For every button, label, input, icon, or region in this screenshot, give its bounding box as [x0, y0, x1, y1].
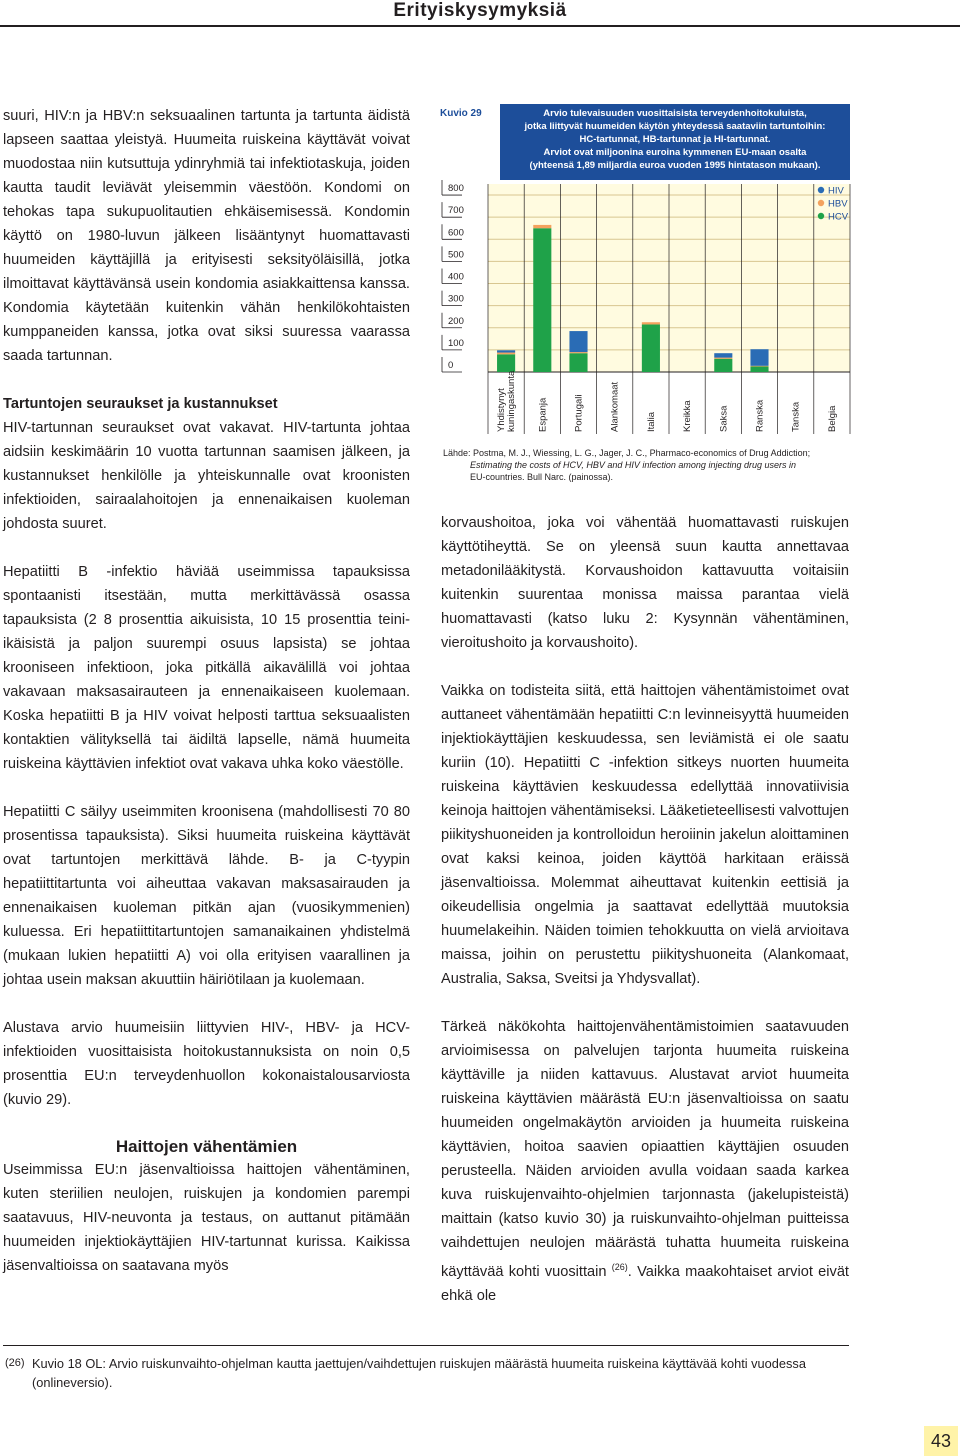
section-heading: Haittojen vähentämien: [115, 1137, 298, 1156]
x-category-label: Espanja: [537, 397, 549, 432]
x-category-label: Alankomaat: [609, 381, 621, 432]
x-category-label: Portugali: [573, 394, 585, 432]
x-category-label: Kreikka: [682, 400, 694, 432]
paragraph: Alustava arvio huumeisiin liittyvien HIV-, HBV- ja HCV-infektioiden vuosittaisista hoitokustannuksista on noin 0,5 prosenttia EU:n terveydenhuollon kokonaistalousarviosta (kuvio 29).: [3, 1020, 410, 1108]
footnote-rule: [3, 1345, 849, 1346]
running-header: Erityiskysymyksiä: [393, 0, 567, 21]
source-line: Postma, M. J., Wiessing, L. G., Jager, J. C., Pharmaco-economics of Drug Addiction;: [473, 448, 811, 458]
x-category-label: Yhdistynyt: [496, 388, 508, 432]
page-number: 43: [924, 1426, 958, 1456]
figure-title-line: Arviot ovat miljoonina euroina kymmenen EU-maan osalta: [543, 147, 807, 158]
x-category-label: Saksa: [718, 405, 730, 432]
footnote-text: Kuvio 18 OL: Arvio ruiskunvaihto-ohjelman kautta jaettujen/vaihdettujen ruiskujen määrästä huumeita ruiskeina käyttävää kohti vuodessa (onlineversio).: [32, 1356, 806, 1390]
paragraph: Vaikka on todisteita siitä, että haittojen vähentämistoimet ovat auttaneet vähentämään hepatiitti C:n levinneisyyttä huumeiden injektiokäyttäjien keskuudessa, sen leviämistä ei ole saatu kuriin (10). Hepatiitti C -infektion sitkeys nuorten huumeita ruiskeina käyttävien keskuudessa edellyttää innovatiivisia keinoja haittojen vähentämiseksi. Lääketieteellisesti valvottujen piikityshuoneiden ja kontrolloidun heroiinin jakelun aloittaminen ovat kaksi keinoa, joiden käyttöä harkitaan eräissä jäsenvaltioissa. Molemmat aiheuttavat kuitenkin eettisiä ja oikeudellisia ongelmia ja saattavat edellyttää muutoksia huumelakeihin. Näiden toimien tehokkuutta on vielä arvioitava maissa, joihin on perustettu piikityshuoneita (Alankomaat, Australia, Saksa, Sveitsi ja Yhdysvallat).: [441, 683, 849, 987]
y-tick-label: 600: [448, 227, 464, 239]
figure-source: [443, 447, 843, 483]
legend-label: HCV: [828, 211, 849, 223]
bar-hcv: [497, 354, 515, 372]
source-prefix: Lähde:: [443, 448, 471, 458]
bar-hiv: [714, 353, 732, 357]
paragraph: [441, 1015, 849, 1308]
bar-hiv: [497, 350, 515, 352]
paragraph: suuri, HIV:n ja HBV:n seksuaalinen tartunta ja tartunta äidistä lapseen saattaa yleistyä. Huumeita ruiskeina käyttävät voivat muodostaa niin kutsuttuja ydinryhmiä tai infektiotaskuja, joiden kautta taudit leviävät yleisemmin väestöön. Kondomi on tehokas tapa sukupuolitautien ehkäisemisessä. Kondomin käyttö on 1980-luvun jälkeen lisääntynyt huomattavasti huumeiden käyttäjillä ja erityisesti seksityöläisillä, jotka ilmoittavat käyttävänsä usein kondomia asiakkaittensa kanssa. Kondomia käytetään kuitenkin vähän henkilökohtaisten kumppaneiden kanssa, jotka ovat siksi suuressa vaarassa saada tartunnan.: [3, 108, 410, 364]
paragraph: Useimmissa EU:n jäsenvaltioissa haittojen vähentäminen, kuten steriilien neulojen, ruiskujen ja kondomien parempi saatavuus, HIV-neuvonta ja testaus, on auttanut pitämään huumeiden injektiokäyttäjien HIV-tartunnat kurissa. Kaikissa jäsenvaltioissa on saatavana myös: [3, 1162, 410, 1274]
figure-title-line: (yhteensä 1,89 miljardia euroa vuoden 1995 hintatason mukaan).: [529, 160, 821, 171]
header-rule: [0, 25, 960, 27]
legend-swatch-hiv: [818, 187, 824, 193]
paragraph-text: HIV-tartunnan seuraukset ovat vakavat. HIV-tartunta johtaa aidsiin keskimäärin 10 vuotta tartunnan saamisen jälkeen, ja kustannukset henkilölle ja yhteiskunnalle ovat kroonisten infektioiden, sairaalahoitojen ja ennenaikaisen kuoleman johdosta suuret.: [3, 420, 410, 532]
source-line: Estimating the costs of HCV, HBV and HIV infection among injecting drug users in: [470, 460, 796, 470]
x-category-label: Tanska: [790, 401, 802, 432]
paragraph-text: . Vaikka maakohtaiset arviot eivät ehkä ole: [441, 1263, 849, 1304]
source-line: EU-countries. Bull Narc. (painossa).: [470, 472, 614, 482]
x-category-label: kuningaskunta: [506, 370, 518, 432]
paragraph-text: Tärkeä näkökohta haittojenvähentämistoimien saatavuuden arvioimisessa on palvelujen tarjonta huumeita ruiskeina käyttäville ja niiden kattavuus. Alustavat arviot huumeita ruiskeina käyttävien määrästä EU:n jäsenvaltioissa on saatu huumeiden ongelmakäytön arvioiden ja huumeita ruiskeina käyttävien, hoitoa saavien opiaattien käyttäjien osuuden perusteella. Näiden arvioiden avulla voidaan saada karkea kuva ruiskujenvaihto-ohjelmien tarjonnasta (jakelupisteistä) maittain (katso kuvio 30) ja ruiskunvaihto-ohjelman puitteissa vaihdettujen neulojen määrästä tuhatta huumeita ruiskeina käyttävää kohti vuosittain: [441, 1019, 849, 1280]
legend-label: HBV: [828, 198, 848, 210]
bar-hiv: [569, 331, 587, 352]
y-tick-label: 100: [448, 337, 464, 349]
bar-hbv: [642, 322, 660, 324]
paragraph: Hepatiitti C säilyy useimmiten kroonisena (mahdollisesti 70 80 prosentissa tapauksista). Siksi huumeita ruiskeina käyttävät ovat tartuntojen merkittävä lähde. B- ja C-tyypin hepatiittitartunta voi aiheuttaa vakavan maksasairauden ja ennenaikaisen kuoleman pitkän ajan (vuosikymmenien) kuluessa. Eri hepatiittitartuntojen samanaikainen yhdistelmä (mukaan lukien hepatiitti A) voi olla erityisen vaarallinen ja johtaa usein maksan akuuttiin häiriötilaan ja kuolemaan.: [3, 804, 410, 988]
left-column: [3, 104, 410, 1278]
right-column: [441, 511, 849, 1308]
paragraph: Hepatiitti B -infektio häviää useimmissa tapauksissa spontaanisti itsestään, mutta merkittävässä osassa tapauksista (2 8 prosenttia aikuisista, 10 15 prosenttia teini-ikäisistä ja paljon suurempi osuus lapsista) se johtaa krooniseen infektioon, joka pitkällä aikavälillä voi johtaa vakavaan maksasairauteen ja ennenaikaiseen kuolemaan. Koska hepatiitti B ja HIV voivat helposti tarttua seksuaalisten kontaktien välityksellä tai äidiltä lapselle, nämä huumeita ruiskeina käyttävien infektiot ovat vakava uhka koko väestölle.: [3, 564, 410, 772]
bar-hbv: [533, 225, 551, 228]
subheading: Tartuntojen seuraukset ja kustannukset: [3, 396, 278, 412]
x-category-label: Belgia: [826, 405, 838, 432]
footnote-reference: (26): [611, 1262, 628, 1272]
figure-title-line: jotka liittyvät huumeiden käytön yhteydessä saataviin tartuntoihin:: [524, 121, 826, 132]
bar-hiv: [750, 349, 768, 366]
x-category-label: Ranska: [754, 399, 766, 432]
bar-hcv: [642, 324, 660, 372]
y-tick-label: 400: [448, 271, 464, 283]
bar-hcv: [714, 359, 732, 372]
bar-hbv: [569, 352, 587, 353]
bar-hbv: [750, 366, 768, 367]
footnote-number: (26): [5, 1357, 25, 1369]
figure-29: [440, 104, 852, 450]
legend-label: HIV: [828, 185, 844, 197]
paragraph: korvaushoitoa, joka voi vähentää huomattavasti ruiskujen käyttötiheyttä. Se on yleensä suun kautta annettavaa metadonilääkitystä. Korvaushoidon kattavuutta voitaisiin kuitenkin suurentaa monissa maissa parantaa vielä huomattavasti (katso luku 2: Kysynnän vähentäminen, vieroitushoito ja korvaushoito).: [441, 515, 849, 651]
y-tick-label: 300: [448, 293, 464, 305]
figure-title-line: HC-tartunnat, HB-tartunnat ja HI-tartunnat.: [579, 134, 771, 145]
bar-hcv: [533, 228, 551, 372]
bar-hbv: [714, 358, 732, 359]
x-category-label: Italia: [645, 411, 657, 432]
y-tick-label: 800: [448, 183, 464, 195]
figure-title: [500, 104, 850, 180]
legend-swatch-hcv: [818, 213, 824, 219]
figure-label: Kuvio 29: [440, 108, 482, 119]
bar-hcv: [569, 353, 587, 372]
footnote: [5, 1354, 850, 1392]
y-tick-label: 700: [448, 205, 464, 217]
y-tick-label: 500: [448, 249, 464, 261]
y-tick-label: 0: [448, 360, 454, 371]
legend-swatch-hbv: [818, 200, 824, 206]
figure-title-line: Arvio tulevaisuuden vuosittaisista terveydenhoitokuluista,: [543, 108, 807, 119]
paragraph: [3, 392, 410, 536]
y-tick-label: 200: [448, 315, 464, 327]
bar-hcv: [750, 366, 768, 372]
bar-hbv: [497, 353, 515, 355]
